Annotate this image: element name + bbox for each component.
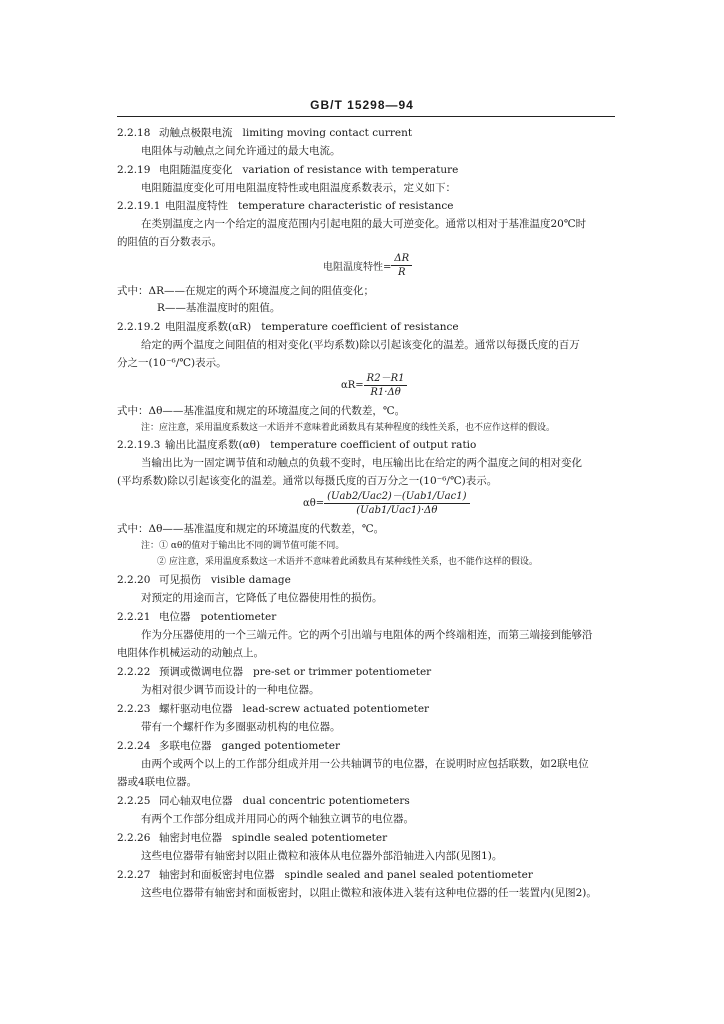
formula-denominator: (Uab1/Uac1)·Δθ xyxy=(356,505,438,516)
definition-text: 带有一个螺杆作为多圈驱动机构的电位器。 xyxy=(141,721,341,733)
definition-text: 在类别温度之内一个给定的温度范围内引起电阻的最大可逆变化。通常以相对于基准温度20℃时 xyxy=(141,218,587,230)
clause-2-2-18 xyxy=(117,126,412,140)
clause-2-2-25 xyxy=(117,794,410,808)
term-en: temperature characteristic of resistance xyxy=(238,200,454,212)
formula-denominator: R1·Δθ xyxy=(370,387,401,398)
term-en: spindle sealed potentiometer xyxy=(232,832,388,844)
term-zh: 动触点极限电流 xyxy=(159,127,233,139)
clause-number: 2.2.19 xyxy=(117,164,151,176)
definition-text: 对预定的用途而言，它降低了电位器使用性的损伤。 xyxy=(141,592,383,604)
formula-numerator: R2－R1 xyxy=(364,372,408,386)
term-en: pre-set or trimmer potentiometer xyxy=(253,666,432,678)
term-zh: 电阻温度特性 xyxy=(165,200,228,212)
clause-2-2-21 xyxy=(117,610,276,624)
term-zh: 输出比温度系数(αθ) xyxy=(165,439,261,451)
definition-text: 的阻值的百分数表示。 xyxy=(117,236,222,248)
where-text: 式中：Δθ——基准温度和规定的环境温度之间的代数差，℃。 xyxy=(117,405,406,417)
clause-2-2-26 xyxy=(117,831,387,845)
definition-text: 器或4联电位器。 xyxy=(117,776,198,788)
definition-text: 作为分压器使用的一个三端元件。它的两个引出端与电阻体的两个终端相连，而第三端接到能够沿 xyxy=(141,629,593,641)
term-en: potentiometer xyxy=(200,611,277,623)
term-en: temperature coefficient of output ratio xyxy=(270,439,477,451)
formula-lhs: αR= xyxy=(341,380,364,391)
term-zh: 螺杆驱动电位器 xyxy=(159,703,233,715)
where-text: R——基准温度时的阻值。 xyxy=(157,302,281,314)
where-text: 式中：Δθ——基准温度和规定的环境温度的代数差，℃。 xyxy=(117,523,385,535)
clause-number: 2.2.24 xyxy=(117,740,151,752)
term-zh: 电位器 xyxy=(159,611,191,623)
clause-2-2-23 xyxy=(117,702,429,716)
clause-2-2-20 xyxy=(117,573,291,587)
note-text: 注：① αθ的值对于输出比不同的调节值可能不同。 xyxy=(141,541,345,551)
term-en: spindle sealed and panel sealed potentiometer xyxy=(284,869,533,881)
term-zh: 轴密封电位器 xyxy=(159,832,222,844)
term-zh: 同心轴双电位器 xyxy=(159,795,233,807)
definition-text: 分之一(10⁻⁶/℃)表示。 xyxy=(117,357,227,369)
formula-denominator: R xyxy=(398,267,406,278)
clause-number: 2.2.21 xyxy=(117,611,151,623)
page-header: GB/T 15298—94 xyxy=(310,98,414,112)
definition-text: 有两个工作部分组成并用同心的两个轴独立调节的电位器。 xyxy=(141,813,414,825)
formula-numerator: (Uab2/Uac2)－(Uab1/Uac1) xyxy=(324,490,469,504)
definition-text: 给定的两个温度之间阻值的相对变化(平均系数)除以引起该变化的温差。通常以每摄氏度的百万 xyxy=(141,339,580,351)
term-en: variation of resistance with temperature xyxy=(242,164,459,176)
header-rule xyxy=(117,116,615,117)
clause-number: 2.2.26 xyxy=(117,832,151,844)
definition-text: 由两个或两个以上的工作部分组成并用一公共轴调节的电位器，在说明时应包括联数，如2联电位 xyxy=(141,758,589,770)
formula-lhs: αθ= xyxy=(303,498,325,509)
clause-number: 2.2.19.2 xyxy=(117,321,161,333)
formula-lhs: 电阻温度特性= xyxy=(323,262,392,273)
term-zh: 可见损伤 xyxy=(159,574,201,586)
formula-output-ratio-coefficient xyxy=(303,490,470,517)
clause-2-2-24 xyxy=(117,739,340,753)
term-zh: 多联电位器 xyxy=(159,740,212,752)
clause-number: 2.2.19.1 xyxy=(117,200,161,212)
definition-text: 为相对很少调节而设计的一种电位器。 xyxy=(141,684,320,696)
term-en: ganged potentiometer xyxy=(221,740,340,752)
term-en: temperature coefficient of resistance xyxy=(261,321,459,333)
definition-text: (平均系数)除以引起该变化的温差。通常以每摄氏度的百万分之一(10⁻⁶/℃)表示。 xyxy=(117,475,498,487)
definition-text: 电阻随温度变化可用电阻温度特性或电阻温度系数表示，定义如下： xyxy=(141,182,456,194)
term-en: limiting moving contact current xyxy=(242,127,413,139)
clause-2-2-19-1 xyxy=(117,199,453,213)
clause-number: 2.2.25 xyxy=(117,795,151,807)
definition-text: 当输出比为一固定调节值和动触点的负载不变时，电压输出比在给定的两个温度之间的相对变化 xyxy=(141,457,582,469)
term-zh: 电阻随温度变化 xyxy=(159,164,233,176)
formula-resistance-coefficient xyxy=(341,372,407,399)
clause-number: 2.2.19.3 xyxy=(117,439,161,451)
note-text: 注：应注意，采用温度系数这一术语并不意味着此函数具有某种程度的线性关系，也不应作这样的假设。 xyxy=(141,423,556,433)
note-text: ② 应注意，采用温度系数这一术语并不意味着此函数具有某种线性关系，也不能作这样的假设。 xyxy=(157,557,538,567)
where-text: 式中：ΔR——在规定的两个环境温度之间的阻值变化； xyxy=(117,285,374,297)
clause-number: 2.2.20 xyxy=(117,574,151,586)
term-zh: 轴密封和面板密封电位器 xyxy=(159,869,275,881)
formula-numerator: ΔR xyxy=(391,252,412,266)
term-en: dual concentric potentiometers xyxy=(242,795,410,807)
definition-text: 电阻体作机械运动的动触点上。 xyxy=(117,647,264,659)
clause-2-2-27 xyxy=(117,868,533,882)
clause-number: 2.2.27 xyxy=(117,869,151,881)
term-zh: 电阻温度系数(αR) xyxy=(165,321,252,333)
definition-text: 电阻体与动触点之间允许通过的最大电流。 xyxy=(141,145,341,157)
clause-2-2-19-3 xyxy=(117,438,476,452)
definition-text: 这些电位器带有轴密封和面板密封，以阻止微粒和液体进入装有这种电位器的任一装置内(见图2)。 xyxy=(141,887,597,899)
term-en: lead-screw actuated potentiometer xyxy=(242,703,430,715)
clause-2-2-19-2 xyxy=(117,320,459,334)
definition-text: 这些电位器带有轴密封以阻止微粒和液体从电位器外部沿轴进入内部(见图1)。 xyxy=(141,850,503,862)
term-en: visible damage xyxy=(211,574,291,586)
clause-2-2-19 xyxy=(117,163,458,177)
clause-number: 2.2.18 xyxy=(117,127,151,139)
clause-2-2-22 xyxy=(117,665,431,679)
formula-temperature-characteristic xyxy=(323,252,412,279)
clause-number: 2.2.23 xyxy=(117,703,151,715)
term-zh: 预调或微调电位器 xyxy=(159,666,243,678)
clause-number: 2.2.22 xyxy=(117,666,151,678)
